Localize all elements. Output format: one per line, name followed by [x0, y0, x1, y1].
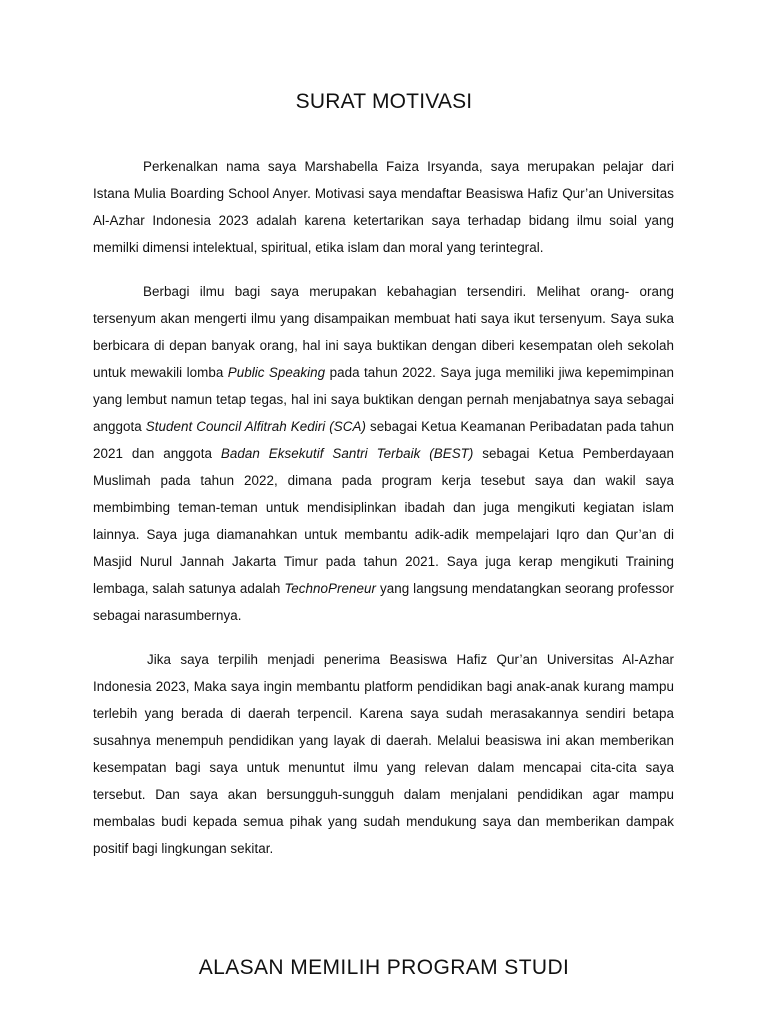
text-run: sebagai Ketua Pemberdayaan Muslimah pada tahun 2022, dimana pada program kerja tesebut saya dan wakil saya membimbing teman-teman untuk mendisiplinkan ibadah dan juga mengikuti kegiatan islam lainnya. Saya juga diamanahkan untuk membantu adik-adik mempelajari Iqro dan Qur’an di Masjid Nurul Jannah Jakarta Timur pada tahun 2021. Saya juga kerap mengikuti Training lembaga, salah satunya adalah [93, 446, 674, 596]
italic-term: Public Speaking [227, 365, 326, 380]
paragraph [93, 646, 674, 862]
paragraph [93, 278, 674, 629]
text-run: sebagai Ketua Keamanan Peribadatan pada tahun 2021 dan anggota [93, 419, 674, 461]
text-run: pada tahun 2022. Saya juga memiliki jiwa kepemimpinan yang lembut namun tetap tegas, hal ini saya buktikan dengan pernah menjabatnya saya sebagai anggota [93, 365, 674, 434]
italic-term: Badan Eksekutif Santri Terbaik (BEST) [220, 446, 474, 461]
text-run: Perkenalkan nama saya Marshabella Faiza Irsyanda, saya merupakan pelajar dari Istana Mulia Boarding School Anyer. Motivasi saya mendaftar Beasiswa Hafiz Qur’an Universitas Al-Azhar Indonesia 2023 adalah karena ketertarikan saya terhadap bidang ilmu soial yang memilki dimensi intelektual, spiritual, etika islam dan moral yang terintegral. [93, 159, 674, 255]
section-heading: ALASAN MEMILIH PROGRAM STUDI [198, 956, 570, 979]
letter-body [93, 153, 674, 879]
text-run: yang langsung mendatangkan seorang professor sebagai narasumbernya. [93, 581, 674, 623]
text-run: Jika saya terpilih menjadi penerima Beasiswa Hafiz Qur’an Universitas Al-Azhar Indonesia 2023, Maka saya ingin membantu platform pendidikan bagi anak-anak kurang mampu terlebih yang berada di daerah terpencil. Karena saya sudah merasakannya sendiri betapa susahnya menempuh pendidikan yang layak di daerah. Melalui beasiswa ini akan memberikan kesempatan bagi saya untuk menuntut ilmu yang relevan dalam mencapai cita-cita saya tersebut. Dan saya akan bersungguh-sungguh dalam menjalani pendidikan agar mampu membalas budi kepada semua pihak yang sudah mendukung saya dan memberikan dampak positif bagi lingkungan sekitar. [93, 652, 674, 856]
page-title: SURAT MOTIVASI [295, 90, 473, 113]
italic-term: TechnoPreneur [284, 581, 377, 596]
paragraph [93, 153, 674, 261]
text-run: Berbagi ilmu bagi saya merupakan kebahagian tersendiri. Melihat orang- orang tersenyum akan mengerti ilmu yang disampaikan membuat hati saya ikut tersenyum. Saya suka berbicara di depan banyak orang, hal ini saya buktikan dengan diberi kesempatan oleh sekolah untuk mewakili lomba [93, 284, 674, 380]
italic-term: Student Council Alfitrah Kediri (SCA) [145, 419, 366, 434]
